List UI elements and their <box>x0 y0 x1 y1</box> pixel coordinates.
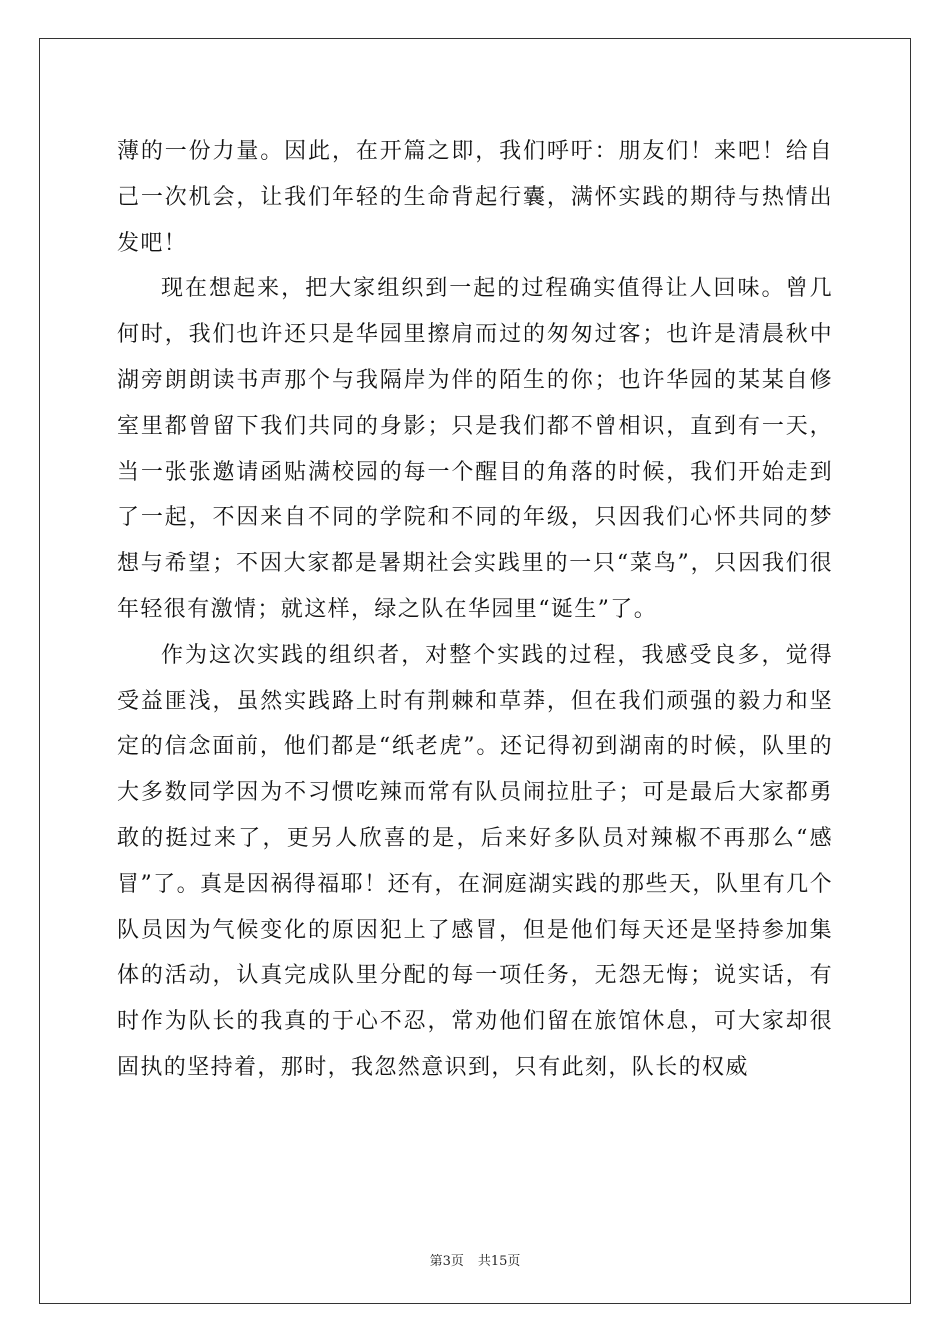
page-total: 共15页 <box>477 1254 521 1269</box>
paragraph-1: 薄的一份力量。因此，在开篇之即，我们呼吁：朋友们！来吧！给自己一次机会，让我们年轻的生命背起行囊，满怀实践的期待与热情出发吧！ <box>117 139 833 256</box>
paragraph-3: 作为这次实践的组织者，对整个实践的过程，我感受良多，觉得受益匪浅，虽然实践路上时有荆棘和草莽，但在我们顽强的毅力和坚定的信念面前，他们都是“纸老虎”。还记得初到湖南的时候，队里的大多数同学因为不习惯吃辣而常有队员闹拉肚子；可是最后大家都勇敢的挺过来了，更另人欣喜的是，后来好多队员对辣椒不再那么“感冒”了。真是因祸得福耶！还有，在洞庭湖实践的那些天，队里有几个队员因为气候变化的原因犯上了感冒，但是他们每天还是坚持参加集体的活动，认真完成队里分配的每一项任务，无怨无悔；说实话，有时作为队长的我真的于心不忍，常劝他们留在旅馆休息，可大家却很固执的坚持着，那时，我忽然意识到，只有此刻，队长的权威 <box>117 642 833 1080</box>
document-body <box>117 129 833 1091</box>
page-number: 第3页 <box>429 1254 464 1269</box>
page-footer <box>0 1250 950 1269</box>
paragraph-2: 现在想起来，把大家组织到一起的过程确实值得让人回味。曾几何时，我们也许还只是华园里擦肩而过的匆匆过客；也许是清晨秋中湖旁朗朗读书声那个与我隔岸为伴的陌生的你；也许华园的某某自修室里都曾留下我们共同的身影；只是我们都不曾相识，直到有一天，当一张张邀请函贴满校园的每一个醒目的角落的时候，我们开始走到了一起，不因来自不同的学院和不同的年级，只因我们心怀共同的梦想与希望；不因大家都是暑期社会实践里的一只“菜鸟”，只因我们很年轻很有激情；就这样，绿之队在华园里“诞生”了。 <box>117 276 833 622</box>
